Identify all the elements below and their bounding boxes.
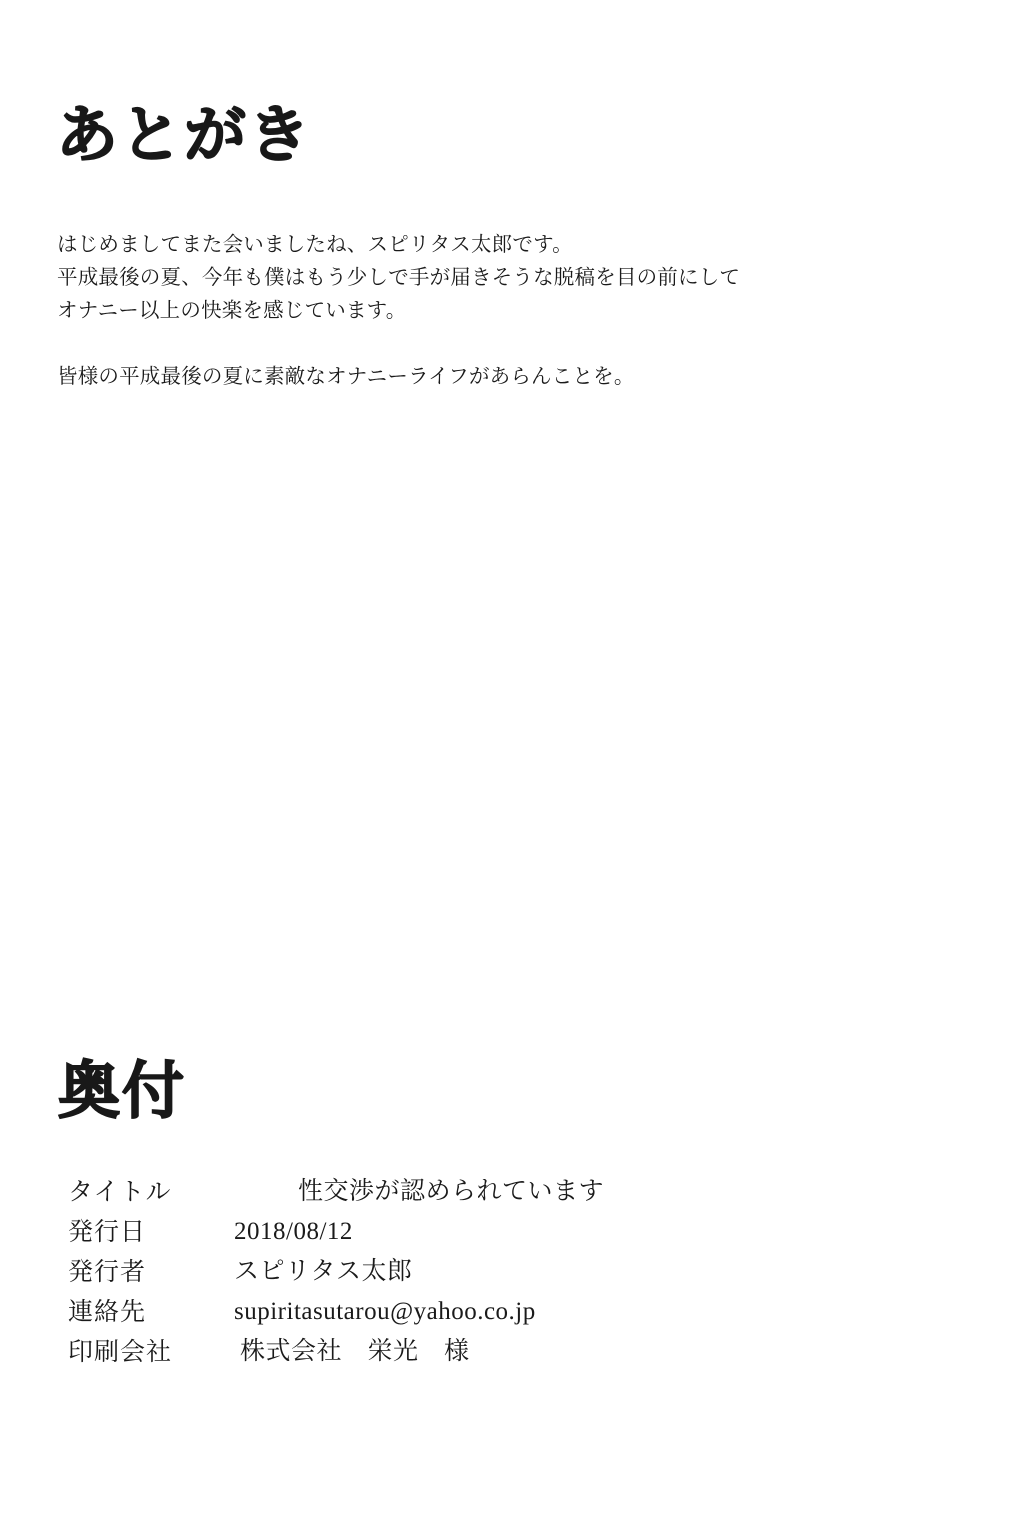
colophon-value-printer: 株式会社 栄光 様 [240,1338,470,1365]
colophon-label-title: タイトル [68,1178,172,1206]
colophon-label-printer: 印刷会社 [68,1338,173,1366]
colophon-label-date: 発行日 [68,1218,147,1246]
afterword-body [57,228,897,393]
colophon-value-publisher: スピリタス太郎 [234,1258,413,1285]
afterword-line-2: 平成最後の夏、今年も僕はもう少しで手が届きそうな脱稿を目の前にして [57,266,741,289]
table-row [68,1172,828,1212]
colophon-label-contact: 連絡先 [68,1298,147,1326]
colophon-label-publisher: 発行者 [68,1258,147,1286]
colophon-table [68,1172,828,1372]
afterword-heading: あとがき [56,98,313,171]
colophon-value-title: 性交渉が認められています [298,1178,605,1205]
table-row [68,1292,828,1332]
table-row [68,1252,828,1292]
table-row [68,1332,828,1372]
colophon-value-date: 2018/08/12 [234,1218,353,1245]
afterword-line-1: はじめましてまた会いましたね、スピリタス太郎です。 [57,233,573,256]
afterword-line-3: オナニー以上の快楽を感じています。 [57,299,407,322]
colophon-heading: 奥付 [58,1054,187,1127]
afterword-line-4: 皆様の平成最後の夏に素敵なオナニーライフがあらんことを。 [57,365,635,388]
colophon-value-contact: supiritasutarou@yahoo.co.jp [234,1298,536,1325]
table-row [68,1212,828,1252]
